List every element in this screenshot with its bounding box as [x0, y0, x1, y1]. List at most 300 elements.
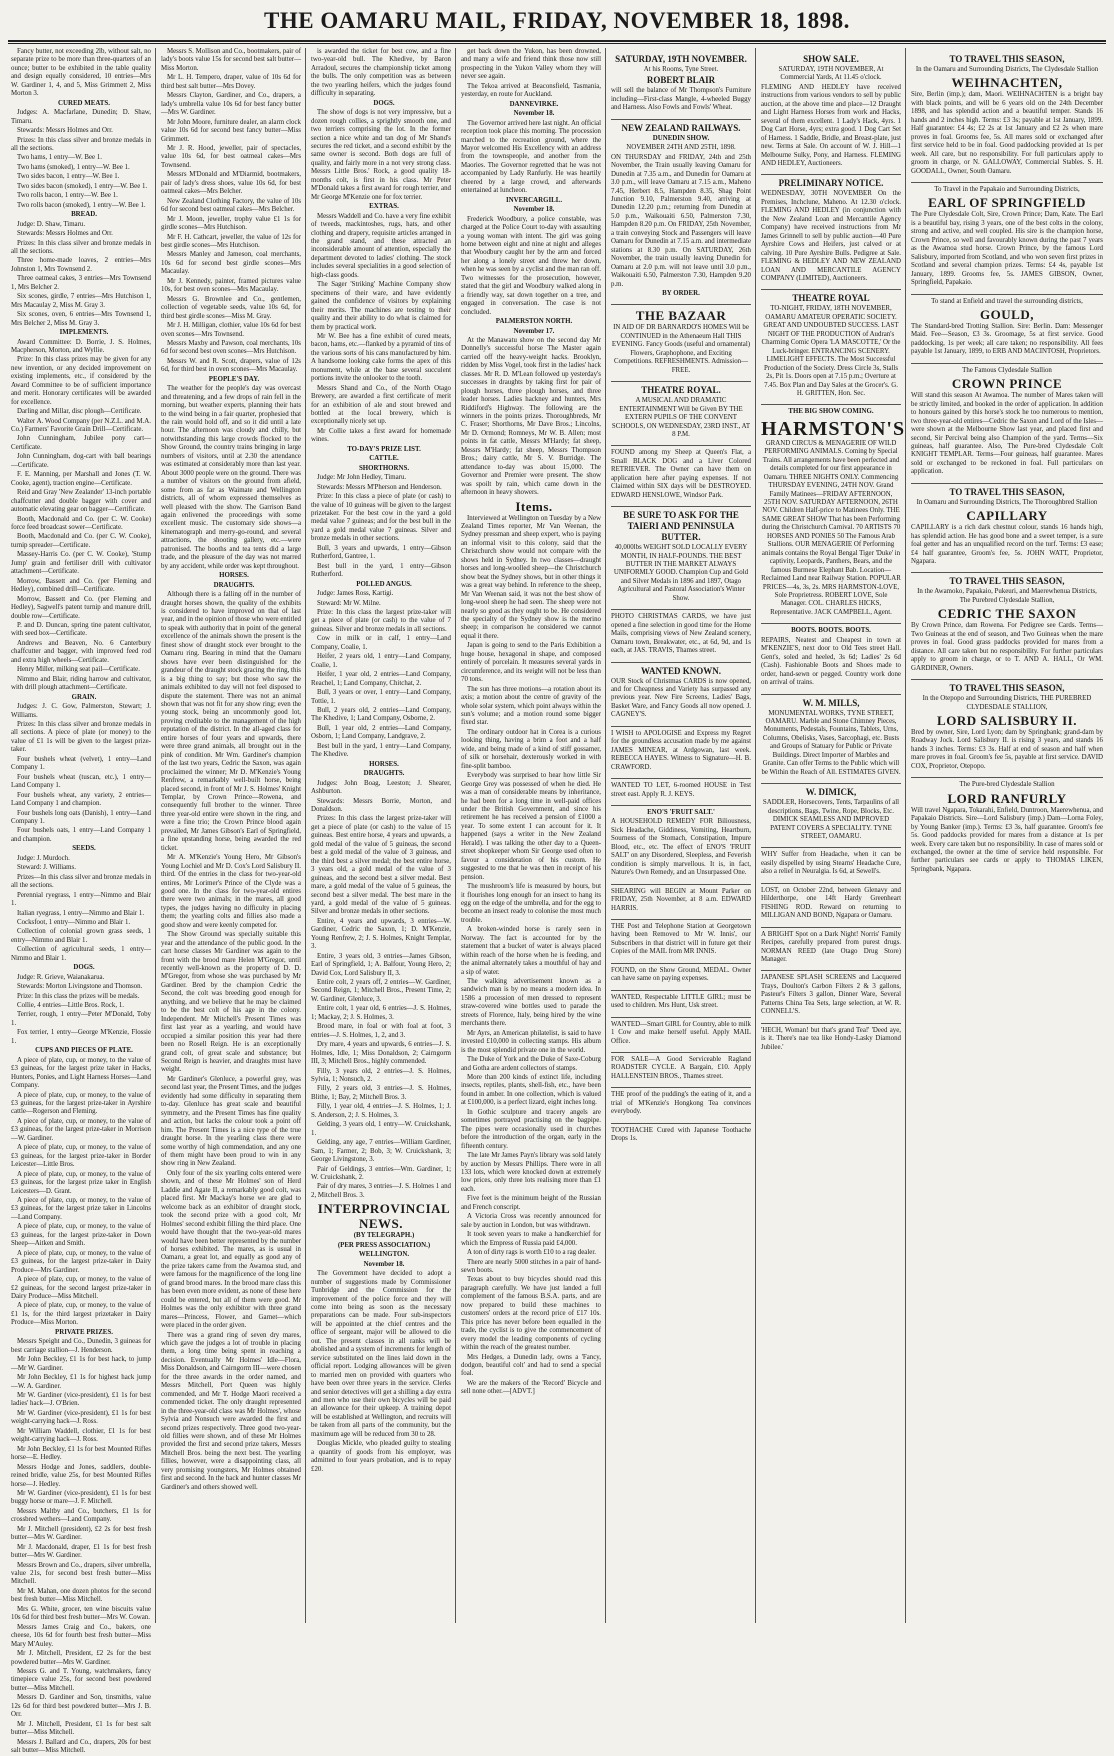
ad-subheading: At his Rooms, Tyne Street.: [643, 66, 719, 73]
article-paragraph: The Duke of York and the Duke of Saxe-Coburg and Gotha are ardent collectors of stamps.: [461, 1056, 601, 1072]
article-paragraph: Prizes: In this class silver and bronze medals in all the sections.: [11, 239, 151, 255]
ad-heading: THEATRE ROYAL: [792, 293, 870, 304]
ad-body: WEDNESDAY, 30TH NOVEMBER On the Premises, Inchclune, Maheno. At 12.30 o'clock. FLEMING AND HEDLEY (in conjunction with the New Zealand Loan and Mercantile Agency Company) have received instructions from Mr James Grinnell to sell by public auction—40 Pure Ayrshire Cows and Heifers, just calved or at calving. 10 Pure Ayrshire Bulls. Pedigree at Sale. FLEMING & HEDLEY AND NEW ZEALAND LOAN AND MERCANTILE AGENCY COMPANY (LIMITED), Auctioneers.: [761, 190, 901, 282]
ad-show-sale: [761, 51, 901, 171]
article-paragraph: Judges: John Boag, Leeston; J. Shearer, Ashburton.: [311, 779, 451, 796]
ad-body: MONUMENTAL WORKS, TYNE STREET, OAMARU. Marble and Stone Chimney Pieces, Monuments, Pedestals, Fountains, Tablets, Urns, Columns, Obelisks, Vases, Sarcophagi, etc. Busts and Groups of Statuary for Public or Private Buildings. Direct Importer of Marbles and Granite. Can offer Terms to the Public which will be Within the Reach of All. ESTIMATES GIVEN.: [761, 709, 901, 776]
ad-theatre-mascotte: [761, 289, 901, 401]
article-paragraph: Mr John Moore, furniture dealer, an alarm clock value 10s 6d for second best fancy butter—Miss Grimmett.: [161, 118, 301, 143]
ad-body: I WISH to APOLOGISE and Express my Regret for the groundless accusation made by me against JAMES MINEAR, at Ardgowan, last week. REBECCA HAYES. Witness to Signature—H. B. CRAWFORD.: [611, 729, 751, 771]
ad-toothache: [611, 1123, 751, 1147]
article-paragraph: Messrs Maltby and Co., butchers, £1 1s for crossbred wethers—Land Company.: [11, 1507, 151, 1524]
ad-wanted-girl: [611, 990, 751, 1014]
ad-name: GOULD,: [980, 306, 1034, 322]
article-paragraph: Four bushels wheat, any variety, 2 entries—Land Company 1 and champion.: [11, 791, 151, 808]
column-divider: [155, 48, 156, 1623]
article-paragraph: Judges: J. C. Gow, Palmerston, Stewart; J. Williams.: [11, 703, 151, 719]
ad-heading: SATURDAY, 19TH NOVEMBER.: [615, 54, 747, 64]
ad-body: FLEMING AND HEDLEY have received instructions from various vendors to sell by public auction, at the above time and place—12 Draught and Light Harness Horses from work and Hacks, several of them excellent. 1 Lady's Hack, 4yrs. 1 Dog Cart Horse, 4yrs; extra good. 1 Dog Cart Set of Harness. 1 Saddle, Bridle, and Breast-plate, just new. Terms at Sale. On account of W. J. Hill—1 Melbourne Sulky, Pony, and Harness. FLEMING AND HEDLEY, Auctioneers.: [761, 83, 901, 167]
article-paragraph: Mrs G. White, grocer, ten wine biscuits value 10s 6d for third best fresh butter—Mrs W. Cowan.: [11, 1605, 151, 1622]
article-paragraph: Two sides bacon (smoked), 1 entry—W. Bee 1.: [17, 182, 148, 190]
section-heading: PRIVATE PRIZES.: [55, 1328, 113, 1336]
masthead: THE OAMARU MAIL, FRIDAY, NOVEMBER 18, 1898.: [264, 8, 850, 33]
article-paragraph: Five feet is the minimum height of the Russian and French conscript.: [461, 1195, 601, 1211]
ad-heading: PRELIMINARY NOTICE.: [778, 178, 884, 189]
article-paragraph: Three oatmeal cakes, 3 entries—Mrs Townsend 1, Mrs Belcher 2.: [11, 275, 151, 291]
ad-body: The Standard-bred Trotting Stallion. Sire: Berlin. Dam: Messenger Maid. Fee—Season, £3 3s. Groomage, 5s at first service. Good paddocking, 1s per week; all care taken; no responsibility. All fees payable 1st January, 1899, to ERB AND MACINTOSH, Proprietors.: [911, 322, 1103, 356]
article-paragraph: Mr L. H. Tempero, draper, value of 10s 6d for third best salt butter—Mrs Dovey.: [161, 74, 301, 90]
article-paragraph: Collection of colonial grown grass seeds, 1 entry—Nimmo and Blair 1.: [11, 928, 151, 944]
article-paragraph: Judge: James Ross, Kartigi.: [317, 590, 394, 598]
article-paragraph: Judge: J. Murdoch.: [17, 854, 70, 862]
ad-body: 40,000lbs WEIGHT SOLD LOCALLY EVERY MONTH, IN HALF-POUNDS. THE BEST BUTTER IN THE MARKET ALWAYS UNIFORMLY GOOD. Champion Cup and Gold and Silver Medals in 1896 and 1897, Otago Agricultural and Pastoral Association's Winter Show.: [613, 544, 749, 602]
ad-body: FOUND among my Sheep at Queen's Flat, a Small BLACK DOG and a Liver Colored RETRIEVER. The Owner can have them on application here after paying expenses. If not Claimed within SIX days will be DESTROYED. EDWARD HENSLOWE, Windsor Park.: [611, 449, 751, 499]
article-paragraph: A piece of plate, cup, or money, to the value of £3 guineas, for the largest prize taker in Hacks, Hunters, Ponies, and Light Harness Horses—Land Company.: [11, 1056, 151, 1090]
article-paragraph: Bull, 3 years and upwards, 1 entry—Gibson Rutherford, Gantree, 1.: [311, 544, 451, 561]
ad-blair-sale: [611, 51, 751, 116]
article-paragraph: A piece of plate, cup, or money, to the value of £3 guineas, for the largest prize taker in English Leicesters—D. Grant.: [11, 1170, 151, 1195]
ad-body: Will travel Ngapara, Tokarahi, Enfield, Duntroon, Maerewhenua, and Papakaio Districts. Sire—Lord Salisbury (imp.) Dam—Lorna Foley, by Young Banker (imp.). Terms: £3 3s, half guarantee. Groom's fee 5s. Good paddocks provided for mares from a distance at 1s per week. Every care taken but no responsibility. In case of mares sold or exchanged, the owner at the time of service held responsible. For further particulars see cards or apply to THOMAS LIKEN, Springbank, Ngapara.: [911, 806, 1103, 873]
ad-name: ROBERT BLAIR: [646, 75, 716, 86]
ad-body: ON THURSDAY and FRIDAY, 24th and 25th November, the Train usually leaving Oamaru for Dunedin at 7.35 a.m., and Dunedin for Oamaru at 3.0 p.m., will leave Oamaru at 7.15 a.m., Maheno 7.45, Herbert 8.5, Hampden 8.35, Shag Point Junction 9.10, Palmerston 9.40, arriving at Dunedin 12.20 p.m.; returning from Dunedin at 5.0 p.m., Waikouaiti 6.50, Palmerston 7.30, Hampden 8.20 p.m. On FRIDAY, 25th November, a train conveying Stock and Passengers will leave Oamaru for Dunedin at 7.15 a.m. and intermediate stations at 8.30 p.m. On SATURDAY, 26th November, the train usually leaving Dunedin for Oamaru at 2.0 p.m. will not leave until 3.0 p.m., Waikouaiti 6.50, Palmerston 7.30, Hampden 9.20 p.m.: [611, 153, 751, 288]
ad-subheading: DUNEDIN SHOW.: [652, 134, 710, 142]
ad-heading: NEW ZEALAND RAILWAYS.: [621, 122, 741, 133]
article-paragraph: A piece of plate, cup, or money, to the value of £3 guineas, for the largest prize taker in Lincolns—Land Company.: [11, 1197, 151, 1221]
article-paragraph: Stewards: Messrs M'Pherson and Henderson.: [317, 483, 442, 491]
article-paragraph: Dry mare, 4 years and upwards, 6 entries—J. S. Holmes, Idle, 1; Miss Donaldson, 2; Cairngorm III, 3; Mitchell Bros., highly commended.: [311, 1041, 451, 1066]
article-paragraph: Brood mare, in foal or with foal at foot, 3 entries—J. S. Holmes, 1, 2, and 3.: [311, 1023, 451, 1039]
article-paragraph: Reid and Gray 'New Zealander' 13-inch portable chaffcutter and double bagger with cover and automatic elevating gear on bagger—Certificate.: [11, 489, 151, 514]
section-heading: GRAIN.: [71, 693, 97, 701]
article-paragraph: Pair of Geldings, 3 entries—Wm. Gardiner, 1; W. Cruickshank, 2.: [311, 1165, 451, 1181]
section-heading: EXTRAS.: [369, 203, 399, 211]
column-divider: [605, 48, 606, 1623]
ad-headache: [761, 847, 901, 879]
section-heading: DOGS.: [73, 964, 95, 972]
section-heading: PALMERSTON NORTH.: [495, 318, 573, 326]
article-paragraph: Messrs Hodge and Jones, saddlers, double-reined bridle, value 25s, for best Mounted Rifles horse—J. Hedley.: [11, 1463, 151, 1488]
ad-theatre-convent: [611, 381, 751, 442]
article-paragraph: Two sides bacon, 1 entry—W. Bee 1.: [17, 173, 120, 181]
article-paragraph: Booth, Macdonald and Co. (per C. W. Cooke), turnip spreader—Certificate.: [11, 533, 151, 549]
article-paragraph: At the Manawatu show on the second day Mr Donnelly's successful horse The Master again carried off the heavy-weight hacks. Brooklyn, ridden by Miss Vogel, took first in the ladies' hack classes. Mr R. D. M'Lean followed up yesterday's successes in draughts by taking first for pair of plough horses, three plough horses, and three leader horses. Ladies hackney and hunters, Mrs Riddiford's Highway. The following are the winners in the points prizes. Thoroughbreds, Mr C. Fraser; Shorthorns, Mr Dave Bros.; Lincolns, Mr D. Ormond; Romneys, Mr W. B. Allen; most points in fat cattle, Messrs M'Hardy; fat sheep, Messrs M'Hardy; fat sheep, Messrs Thompson Bros.; dairy cattle, Mr S. V. Burridge. The attendance to-day was about 15,000. The Governor and Premier were present. The show was spoilt by rain, which came down in the afternoon in heavy showers.: [461, 336, 601, 497]
article-paragraph: Morrow, Bassett and Co. (per Fleming and Hedley), combined drill—Certificate.: [11, 577, 151, 594]
ad-heading: THEATRE ROYAL.: [641, 385, 721, 396]
ad-tea: [611, 1087, 751, 1119]
ad-boots: [761, 623, 901, 690]
article-paragraph: Three home-made loaves, 2 entries—Mrs Johnston 1, Mrs Townsend 2.: [11, 257, 151, 273]
article-paragraph: Mr J. Macdonald, draper, £1 1s for best fresh butter—Mrs W. Gardiner.: [11, 1543, 151, 1560]
ad-bright-spot: [761, 927, 901, 968]
ad-body: SHEARING will BEGIN at Mount Parker on FRIDAY, 25th November, at 8 a.m. EDWARD HARRIS.: [611, 887, 751, 912]
column-7: [908, 48, 1106, 1623]
article-paragraph: Gelding, 3 years old, 1 entry—W. Cruickshank, 1.: [311, 1121, 451, 1137]
ad-preliminary-notice: [761, 174, 901, 286]
ad-bazaar: [611, 304, 751, 378]
article-paragraph: Mr Ayrs, an American philatelist, is said to have invested £10,000 in collecting stamps. His album is the most splendid private one in the world.: [461, 1029, 601, 1054]
article-paragraph: The show of dogs is not very impressive, but a dozen rough collies, a sprightly smooth one, and two terriers comprising the lot. In the former section a nice white and tan dog of Mr Shand's secures the red ticket, and a second exhibit by the same owner is second. Both dogs are full of quality, and fairly more in a not very strong class. Messrs Little Bros.' Rock, a good quality 18-months colt, is first in his class. Mr Peter M'Donald takes a first award for rough terrier, and Mr George M'Kenzie one for fox terrier.: [311, 109, 451, 201]
article-paragraph: The Tekoa arrived at Beaconsfield, Tasmania, yesterday, en route for Auckland.: [461, 82, 601, 99]
article-paragraph: Bull, 2 years old, 2 entries—Land Company, The Khedive, 1; Land Company, Osborne, 2.: [311, 706, 451, 723]
ad-earl-springfield: [911, 182, 1103, 291]
article-paragraph: Entire, 4 years and upwards, 3 entries—W. Gardiner, Cedric the Saxon, 1; D. M'Kenzie, Young Renfrew, 2; J. S. Holmes, Knight Templar, 3.: [311, 917, 451, 951]
section-heading: (BY TELEGRAPH.): [353, 1232, 415, 1240]
article-paragraph: The late Mr James Payn's library was sold lately by auction by Messrs Phillips. There were in all 133 lots, which were knocked down at extremely low prices, only three lots realising more than £1 each.: [461, 1152, 601, 1193]
section-heading: TO-DAY'S PRIZE LIST.: [347, 445, 421, 453]
ad-heading: The Famous Clydesdale Stallion: [962, 366, 1052, 374]
article-paragraph: Mr J. Kennedy, painter, framed pictures value 10s, for best oven scones—Mrs Macaulay.: [161, 277, 301, 294]
masthead-rule-thin: [8, 43, 1106, 44]
article-paragraph: Six scones, girdle, 7 entries—Mrs Hutchison 1, Mrs Macaulay 2, Miss M. Gray 3.: [11, 293, 151, 309]
ad-name: EARL OF SPRINGFIELD: [928, 195, 1086, 211]
section-heading: DOGS.: [373, 99, 395, 107]
article-paragraph: Best bull in the yard, 1 entry—Gibson Rutherford.: [311, 562, 451, 579]
article-paragraph: Andrews and Beaven, No. 6 Canterbury chaffcutter and bagger, with improved feed rod and extra high wheels—Certificate.: [11, 639, 151, 664]
ad-lord-salisbury: [911, 679, 1103, 774]
article-paragraph: Prizes: In this class the largest prize-taker will get a piece of plate (or cash) to the value of 15 guineas. Best entire horse, 4 years and upwards, a gold medal of the value of 5 guineas, the second best a gold medal of the value of 3 guineas, and the third best a silver medal; the best entire horse, 3 years old, a gold medal of the value of 3 guineas, and the second best a silver medal. Best mare, a gold medal of the value of 5 guineas, the second best a silver medal. The best mare in the yard, a gold medal of the value of 5 guineas. Silver and bronze medals in other sections.: [311, 815, 451, 916]
section-heading: DANNEVIRKE.: [509, 100, 559, 108]
section-heading: November 18.: [513, 110, 555, 118]
ad-heading: W. M. MILLS,: [802, 697, 860, 708]
ad-crown-prince: [911, 363, 1103, 480]
article-paragraph: Messrs W. and R. Scott, drapers, value of 12s 6d, for third best in oven scones—Mrs Macaulay.: [161, 357, 301, 374]
section-heading: CATTLE.: [369, 455, 399, 463]
ad-apology: [611, 726, 751, 775]
article-paragraph: Entire, 3 years old, 3 entries—James Gibson, Earl of Springfield, 1; A. Balfour, Young Hero, 2; David Cox, Lord Salisbury II, 3.: [311, 952, 451, 977]
ad-body: WANTED, Respectable LITTLE GIRL; must be used to children. Mrs Hunt, Usk street.: [611, 993, 751, 1010]
column-3: [308, 48, 454, 1623]
article-paragraph: John Cunningham, dog-cart with ball bearings—Certificate.: [11, 453, 151, 469]
ad-heading: TO TRAVEL THIS SEASON,: [949, 683, 1065, 694]
section-heading: HORSES.: [219, 572, 249, 580]
article-paragraph: A piece of plate, cup, or money, to the value of £3 guineas, for the largest prize-taker in Down Sheep—Aitken and Smith.: [11, 1223, 151, 1248]
article-paragraph: Stewards: Messrs Holmes and Orr.: [17, 127, 113, 135]
article-paragraph: Messrs M'Donald and M'Diarmid, bootmakers, pair of lady's dress shoes, value 10s 6d, for best oatmeal cakes—Mrs Belcher.: [161, 171, 301, 196]
article-paragraph: Prizes: In this class silver and bronze medals in all sections. A piece of plate (or money) to the value of £1 1s will be given to the largest prize-taker.: [11, 720, 151, 754]
ad-body: By Crown Prince, dam Rowena. For Pedigree see Cards. Terms—Two Guineas at the end of season, and Two Guineas when the mare proves in foal. Good grass paddocks provided for mares from a distance. All care taken but no responsibility. For further particulars apply to groom in charge, or to T. AND A. HALL, Or WM. GARDINER, Owners.: [911, 622, 1103, 672]
column-divider: [305, 48, 306, 1623]
article-paragraph: Interviewed at Wellington on Tuesday by a New Zealand Times reporter, Mr Van Weenan, the Sydney pressman and sheep expert, who is paying an informal visit to this colony, said that the Christchurch show would not compare with the shows held in Sydney. In two classes—draught horses and long-woolled sheep—the Christchurch show beat the Sydney shows, but in other things it was a great way behind. In reference to the sheep, Mr Van Weenan said, it was not the best show of long-wool sheep he had seen. The sheep were not nearly so good as they ought to be. He considered the specialty of the Sydney show is the merino sheep; in comparison he considered we cannot equal it there.: [461, 514, 601, 640]
article-paragraph: Mr W. Gardiner (vice-president), £1 1s for best ladies' hack—J. O'Brien.: [11, 1391, 151, 1408]
article-paragraph: Terrier, rough, 1 entry—Peter M'Donald, Toby 1.: [11, 1011, 151, 1027]
ad-heading: THE BIG SHOW COMING.: [788, 408, 874, 416]
ad-heading: BE SURE TO ASK FOR THE TAIERI AND PENINSULA BUTTER.: [623, 510, 739, 543]
section-heading: POLLED ANGUS.: [356, 580, 412, 588]
article-paragraph: Fox terrier, 1 entry—George M'Kenzie, Flossie 1.: [11, 1029, 151, 1045]
article-paragraph: Mr F. H. Cathcart, jeweller, the value of 12s for best girdle scones—Mrs Hutchison.: [161, 233, 301, 249]
article-paragraph: The mushroom's life is measured by hours, but it flourishes long enough for an insect to hang its egg on the edge of the umbrella, and for the egg to become an insect ready to colonise the most much trouble.: [461, 883, 601, 924]
ad-harmston-title: HARMSTON'S: [761, 417, 906, 440]
ad-name: LORD SALISBURY II.: [937, 713, 1077, 729]
article-paragraph: Prize: In this class the prizes will be medals.: [17, 992, 140, 1000]
ad-body: SADDLER, Horsecovers, Tents, Tarpaulins of all descriptions, Bags, Twine, Rope, Blocks, Etc. DIMICK SEAMLESS AND IMPROVED PATENT COVERS A SPECIALITY. TYNE STREET, OAMARU.: [762, 799, 900, 840]
ad-lord-ranfurly: [911, 777, 1103, 877]
article-paragraph: Messrs Maxby and Pawson, coal merchants, 10s 6d for second best oven scones—Mrs Hutchison.: [161, 339, 301, 356]
article-paragraph: Mr William Waddell, clothier, £1 1s for best weight-carrying hack—J. Ross.: [11, 1427, 151, 1444]
section-heading: Items.: [515, 498, 553, 514]
article-paragraph: The weather for the people's day was overcast and threatening, and a few drops of rain fell in the morning, but weather experts, planning their hats to the wind being in a fair quarter, prophesied that the rain would hold off, and so it did until a late hour. The afternoon was cloudy and chilly, but notwithstanding this large crowds flocked to the Show Ground, the country trains bringing in large numbers of visitors, until at 2.30 the attendance was estimated at considerably more than last year. About 3000 people were on the ground. There was a number of visitors on the ground from afield, some from as far as Waimate and Wellington districts, all of whom expressed themselves as well pleased with the show. The Garrison Band again enlivened the proceedings with some excellent music. The customary side shows—a kinematograph and merry-go-round, and several attractions, the shooting gallery, etc.—were patronised. The booths and tea tents did a large trade, and the pleasure of the day was not marred by any accident, while order was kept throughout.: [161, 385, 301, 570]
ad-body: THE proof of the pudding's the eating of it, and a trial of M'Kenzie's Hongkong Tea convinces everybody.: [611, 1091, 751, 1116]
ad-body: Will stand this season At Awamoa. The number of Mares taken will be strictly limited, and booked in the order of application. In addition to honours gained by this horse's stock he too numerous to mention, two three-year-old entires—Cedric the Saxon and Lord of the Isles—were shown at the Melbourne Show last year, and placed first and second, Sir Percival being also Champion of the yard. Terms—Six guineas, half guarantee. Also, The Pure-bred Clydesdale Colt KNIGHT TEMPLAR. Terms—Four guineas, half guarantee. Mares sold or exchanged to be reckoned in foal. Full particulars on application.: [911, 392, 1103, 476]
article-paragraph: Perennial ryegrass, 1 entry—Nimmo and Blair 1.: [11, 891, 151, 908]
article-paragraph: Mr W. Gardiner (vice-president), £1 1s for best buggy horse or mare—J. F. Mitchell.: [11, 1489, 151, 1506]
ad-body: A BRIGHT Spot on a Dark Night! Norris' Family Recipes, carefully prepared from purest drugs. NORMAN REED (late Otago Drug Store) Manager.: [761, 930, 901, 963]
article-paragraph: Prize: In this class prizes may be given for any new invention, or any decided improvement on existing implements, etc., if considered by the Award Committee to be of sufficient importance and merit. Honorary certificates will be awarded for excellence.: [11, 356, 151, 406]
article-paragraph: Japan is going to send to the Paris Exhibition a huge house, hexagonal in shape, and composed entirely of porcelain. It measures several yards in circumference, and its weight will not be less than 70 tons.: [461, 642, 601, 684]
column-divider: [905, 48, 906, 1623]
article-paragraph: Nimmo and Blair, riding harrow and cultivator, with drill plough attachment—Certificate.: [11, 675, 151, 692]
article-paragraph: Mrs Hedges, a Dunedin lady, owns a 'Fancy, dodgon, beautiful colt' and had to send a special foal.: [461, 1353, 601, 1378]
ad-subheading: In Oamaru and Surrounding Districts, The Thoroughbred Stallion: [916, 498, 1098, 506]
article-paragraph: A piece of plate, cup, or money, to the value of £1 1s, for the third largest prizetaker in Dairy Produce—Miss Morton.: [11, 1302, 151, 1327]
ad-capillary: [911, 483, 1103, 570]
ad-gould: [911, 294, 1103, 360]
section-heading: WELLINGTON.: [358, 1251, 410, 1259]
ad-body: A MUSICAL AND DRAMATIC ENTERTAINMENT Will be Given BY THE EXTERN PUPILS OF THE CONVENT SCHOOLS, ON WEDNESDAY, 23RD INST., AT 8 P.M.: [611, 397, 751, 438]
ad-body: The Pure Clydesdale Colt, Sire, Crown Prince; Dam, Kate. The Earl is a beautiful bay, rising 3 years, one of the best colts in the colony, strong and active, and well coupled. His sire is the champion horse, Crown Prince, so well and favourably known during the past 7 years as the Awamoa stud horse. Crown Prince, by the famous Lord Salisbury, imported from Scotland, and who won seven first prizes in Scotland and several champion prizes. Terms: £4 4s, payable 1st January, 1899. Grooms fee, 5s. JAMES GIBSON, Owner, Springfield, Papakaio.: [911, 211, 1103, 287]
article-paragraph: Judge: Mr John Hedley, Timaru.: [317, 474, 407, 482]
ad-subheading: In the Otepopo and Surrounding Districts, THE PUREBRED CLYDESDALE STALLION,: [922, 695, 1092, 711]
article-paragraph: The Sager 'Striking' Machine Company show specimens of their ware, and have evidently gained the confidence of visitors by explaining their merits. The machines are testing to their quality and their ability to do what is claimed for them by practical work.: [311, 281, 451, 331]
article-paragraph: Two rolls bacon (smoked), 1 entry—W. Bee 1.: [17, 201, 146, 209]
ad-body: A HOUSEHOLD REMEDY FOR Biliousness, Sick Headache, Giddiness, Vomiting, Heartburn, Sourness of the Stomach, Constipation, Impure Blood, etc., etc. The effect of ENO'S 'FRUIT SALT' on any Disordered, Sleepless, and Feverish condition is simply marvellous. It is, in fact, Nature's Own Remedy, and an Unsurpassed One.: [611, 818, 751, 877]
article-paragraph: Henry Miller, milking seat pail—Certificate.: [17, 666, 140, 674]
section-heading: INTERPROVINCIAL NEWS.: [317, 1201, 451, 1232]
article-paragraph: Morrow, Bassett and Co. (per Fleming and Hedley), Sagwell's patent turnip and manure drill, double row—Certificate.: [11, 595, 151, 620]
article-paragraph: Steward: J. Williams.: [17, 864, 76, 872]
article-paragraph: The Government have decided to adopt a number of suggestions made by Commissioner Tunbridge and the Commission for the improvement of the police force and they will come into being as soon as the necessary preparations can be made. Four sub-inspectors will be appointed at the chief centres and the office of sergeant, major will be allowed to die out. The present classes in all ranks will be abolished and a system of increments for length of service substituted on the lines laid down in the official report. Lodging allowances will be given to married men on provided with quarters who have been over three years in the service. Clerks and senior detectives will get a shilling a day extra and men who use their own bicycles will be paid an allowance for their upkeep. A training depot will be established at Wellington, and recruits will be taken from all parts of the community, but the maximum age will be reduced from 30 to 28.: [311, 1270, 451, 1438]
article-paragraph: Best bull in the yard, 1 entry—Land Company, The Khedive.: [311, 742, 451, 759]
article-paragraph: Mr Collie takes a first award for homemade wines.: [311, 427, 451, 444]
ad-lost-rod: [761, 883, 901, 924]
article-paragraph: Prize: In this class the largest prize-taker will get a piece of plate (or cash) to the value of 7 guineas. Silver and bronze medals in all sections.: [311, 609, 451, 633]
article-paragraph: There are nearly 5000 stitches in a pair of hand-sewn boots.: [461, 1258, 601, 1274]
ad-wanted-let: [611, 778, 751, 802]
article-paragraph: A Victoria Cross was recently announced for sale by auction in London, but was withdrawn.: [461, 1213, 601, 1229]
ad-body: Bred by owner, Sire, Lord Lyon; dam by Springbank; grand-dam by Roadway Jock. Lord Salisbury II. is rising 3 years, and stands 16 hands 3 inches. Terms: £3 3s. Half at end of season and half when mare proves in foal. Groom's fee 5s, payable at first service. DAVID COX, Proprietor, Otepopo.: [911, 729, 1103, 770]
article-paragraph: Messrs D. Gardiner and Son, tinsmiths, value 12s 6d for third best powdered butter—Mrs J. B. Orr.: [11, 1694, 151, 1719]
article-paragraph: There was a grand ring of seven dry mares, which gave the judges a lot of trouble in placing them, a long time being spent in reaching a decision. Eventually Mr Holmes' Idle—Flora, Miss Donaldson, and Cairngorm III—were chosen for the three awards in the order named, and Messrs Mitchell, Port Queen was highly commended, and Mr T. Hodge Maori received a commended ticket. The only draught represented in the three-year-old class was Mr Holmes', whose Sylvia and Nonsuch were awarded the first and second prizes respectively. Three good two-year-old fillies were shown, and of these Mr Holmes provided the first and second prize takers, Messrs Mitchell Bros. being the next best. The yearling fillies, however, were a disappointing class, all very promising youngsters, Mr Holmes obtained first and second. In the hack and hunter classes Mr Gardiner's and others showed well.: [161, 1331, 301, 1491]
section-heading: DRAUGHTS.: [363, 770, 405, 778]
ad-subheading: In the Awamoko, Papakaio, Pukeuri, and Maerewhenua Districts, The Purebred Clydesdale Stallion,: [917, 588, 1097, 604]
ad-body: CAPILLARY is a rich dark chestnut colour, stands 16 hands high, has splendid action. He has good bone and a sweet temper, is a sure foal getter and has an unqualified record on the turf. Terms: £3 ease; £4 half guarantee, Groom's fee, 5s. JOHN WATT, Proprietor, Ngapara.: [911, 524, 1103, 566]
article-paragraph: Messrs S. Mollison and Co., bootmakers, pair of lady's boots value 15s for second best salt butter—Miss Morton.: [161, 48, 301, 72]
article-paragraph: Texas about to buy bicycles should read this paragraph carefully. We have just landed a full complement of the famous B.S.A. parts, and are now prepared to build these machines to customers' orders at the record price of £17 10s. This price has never before been equalled in the trade, the cyclist is to give the commencement of every model the leading components of cycling within the reach of the greatest number.: [461, 1276, 601, 1352]
ad-for-sale-cycle: [611, 1052, 751, 1084]
section-heading: HORSES.: [369, 760, 399, 768]
article-paragraph: A piece of plate, cup, or money, to the value of £3 guineas, for the largest prize-taker in Morrison—W. Gardiner.: [11, 1117, 151, 1142]
article-paragraph: Mr M. Mahan, one dozen photos for the second best fresh butter—Miss Mitchell.: [11, 1587, 151, 1604]
ad-heading: To stand at Enfield and travel the surrounding districts,: [931, 297, 1083, 305]
ad-heading: SHOW SALE.: [803, 54, 859, 64]
article-paragraph: A piece of plate, cup, or money, to the value of £3 guineas, for the largest prize-taker in Border Leicester—Little Bros.: [11, 1144, 151, 1169]
article-paragraph: Messrs Manley and Jameson, coal merchants, 10s 6d for second best girdle scones—Mrs Macaulay.: [161, 251, 301, 276]
column-5: [608, 48, 754, 1623]
article-paragraph: Heifer, 1 year old, 2 entries—Land Company, Reachel, 1; Land Company, Chitchat, 2.: [311, 671, 451, 687]
ad-body: LOST, on October 22nd, between Glenavy and Hilderthorpe, one 14ft Hardy Greenheart FISHING ROD. Reward on returning to MILLIGAN AND BOND, Ngapara or Oamaru.: [761, 886, 901, 920]
article-paragraph: Two rolls bacon, 1 entry—W. Bee 1.: [17, 192, 118, 200]
ad-body: Sire, Berlin (imp.); dam, Maori. WEIHNACHTEN is a bright bay with black points, and will be 6 years old on the 24th December 1898, and has splendid action and a beautiful temper. Stands 16 hands and 2 inches high. Terms: £3 3s; payable at 1st January, 1899. Half guarantee: £4 4s; £2 2s at 1st January and £2 2s when mare proves in foal. Grooms fee, 5s. All mares sold or exchanged after first service held to be in foal. Good paddocking provided at 1s per week. All care, but no responsibility. For full particulars apply to groom in charge, or N. GALLOWAY, Commercial Stables. S. H. GOODALL, Owner, South Oamaru.: [911, 91, 1103, 175]
section-heading: SHORTHORNS.: [358, 464, 410, 472]
article-paragraph: Bull, 1 year old, 2 entries—Land Company, Osborn, 1; Land Company, Landgrave, 2.: [311, 724, 451, 741]
article-paragraph: Messrs G. Brownlee and Co., gentlemen, collection of vegetable seeds, value 10s 6d, for third best girdle scones—Miss M. Gray.: [161, 295, 301, 320]
ad-hech-tea: [761, 1023, 901, 1055]
article-paragraph: A broken-winded horse is rarely seen in Norway. The fact is accounted for by the statement that a bucket of water is always placed within reach of the horse when he is feeding, and the animal alternately takes a mouthful of hay and a sip of water.: [461, 926, 601, 976]
article-paragraph: get back down the Yukon, has been drowned, and many a wife and friend think those now still prospecting in the Yukon Valley whom they will never see again.: [461, 48, 601, 81]
ad-heading: TO TRAVEL THIS SEASON,: [949, 54, 1065, 64]
section-heading: November 18.: [513, 206, 555, 214]
article-paragraph: Four bushels long oats (Danish), 1 entry—Land Company 1.: [11, 809, 151, 825]
article-paragraph: Messrs James Craig and Co., bakers, one cheese, 10s 6d for fourth best fresh butter—Miss Mary M'Auley.: [11, 1623, 151, 1648]
article-paragraph: Messrs Shand and Co., of the North Otago Brewery, are awarded a first certificate of merit for an exhibition of ale and stout brewed and bottled at the local brewery, which is exceptionally nicely set up.: [311, 384, 451, 426]
article-paragraph: Filly, 1 year old, 4 entries—J. S. Holmes, 1; J. S. Anderson, 2; J. S. Holmes, 3.: [311, 1103, 451, 1119]
ad-signoff: BY ORDER.: [662, 289, 700, 297]
ad-heading: To Travel in the Papakaio and Surrounding Districts,: [934, 185, 1080, 193]
article-paragraph: Pair of dry mares, 3 entries—J. S. Holmes 1 and 2, Mitchell Bros. 3.: [311, 1183, 451, 1199]
ad-taieri-butter: [611, 506, 751, 606]
section-heading: CURED MEATS.: [58, 99, 110, 107]
article-paragraph: Prize: In this class a piece of plate (or cash) to the value of 10 guineas will be given to the largest prizetaker. For the best cow in the yard a gold medal value 7 guineas; and for the best bull in the yard a gold medal value 7 guineas. Silver and bronze medals in other sections.: [311, 493, 451, 543]
article-paragraph: Messrs J. Ballard and Co., drapers, 20s for best salt butter—Miss Mitchell.: [11, 1738, 151, 1755]
article-paragraph: Mr J. Moon, jeweller, trophy value £1 1s for girdle scones—Mrs Hutchison.: [161, 215, 301, 232]
ad-heading: The Pure-bred Clydesdale Stallion: [959, 781, 1055, 789]
ad-body: WHY Suffer from Headache, when it can be easily dispelled by using Stearns' Headache Cure, also a relief in Neuralgia. Is 6d, at Sewell's.: [761, 851, 901, 876]
ad-cedric-saxon: [911, 572, 1103, 676]
ad-heading: BOOTS. BOOTS. BOOTS.: [791, 627, 871, 635]
ad-railways: [611, 119, 751, 302]
ad-found-medal: [611, 963, 751, 987]
ad-wanted-known: [611, 662, 751, 723]
article-paragraph: Entire colt, 1 year old, 6 entries—J. S. Holmes, 1; Mackay, 2; J. S. Holmes, 3.: [311, 1005, 451, 1021]
section-heading: BREAD.: [71, 211, 97, 219]
ad-body: TOOTHACHE Cured with Japanese Toothache Drops 1s.: [611, 1126, 751, 1143]
masthead-rule: [8, 40, 1106, 42]
section-heading: DRAUGHTS.: [213, 581, 255, 589]
article-paragraph: Stewards: Messrs Holmes and Orr.: [17, 230, 113, 238]
article-paragraph: Filly, 3 years old, 2 entries—J. S. Holmes, Sylvia, 1; Nonsuch, 2.: [311, 1067, 451, 1084]
ad-body: OUR Stock of Christmas CARDS is now opened, and for Cheapness and Variety has surpassed any previous year. New Fire Screens, Ladies' Bags, Basket Ware, and Fancy Goods all now opened. J. CAGNEY'S.: [611, 677, 751, 719]
article-paragraph: Mr W. Gardiner (vice-president), £1 1s for best weight-carrying hack—J. Ross.: [11, 1409, 151, 1426]
article-paragraph: Prizes: In this class silver and bronze medals in all the sections.: [11, 136, 151, 152]
article-paragraph: Messrs Speight and Co., Dunedin, 3 guineas for best carriage stallion—J. Henderson.: [11, 1338, 151, 1354]
ad-heading: TO TRAVEL THIS SEASON,: [949, 576, 1065, 587]
article-paragraph: Messrs Waddell and Co. have a very fine exhibit of tweeds, mackintoshes, rugs, hats, and other clothing and drapery, requisite articles arranged in the grand stand, and these attracted an inconsiderable amount of attention, especially the department devoted to ladies' clothing. The stock includes several specialities in a good selection of high-class goods.: [311, 212, 451, 279]
ad-subheading: In the Oamaru and Surrounding Districts, The Clydesdale Stallion: [915, 66, 1099, 73]
article-paragraph: John Cunningham, Jubilee pony cart—Certificate.: [11, 435, 151, 451]
section-heading: CUPS AND PIECES OF PLATE.: [35, 1047, 133, 1055]
section-heading: INVERCARGILL.: [505, 196, 563, 204]
column-divider: [755, 48, 756, 1623]
article-paragraph: Fancy butter, not exceeding 2lb, without salt, no separate prize to be more than three-quarters of an ounce; butter to be exhibited in the table quality and design equally considered, 10 entries—Mrs W. Gardiner 1, 4, and 5, Miss Grimmett 2, Miss Morton 3.: [11, 48, 151, 98]
ad-subheading: SATURDAY, 19TH NOVEMBER, At Commercial Yards, At 11.45 o'clock.: [778, 66, 884, 82]
article-paragraph: is awarded the ticket for best cow, and a fine two-year-old bull. The Khedive, by Baron Arradoul, secures the championship ticket among the bulls. The only competition was as between the two yearling heifers, which the judges found difficulty in separating.: [311, 48, 451, 98]
ad-name: LORD RANFURLY: [947, 790, 1067, 806]
article-paragraph: Prizes—In this class silver and bronze medals in all the sections.: [11, 873, 151, 890]
article-paragraph: Entire colt, 2 years off, 2 entries—W. Gardiner, Second Reign, 1; Mitchell Bros., Present Time, 2; W. Gardiner, Glenluce, 3.: [311, 979, 451, 1003]
ad-body: GRAND CIRCUS & MENAGERIE OF WILD PERFORMING ANIMALS. Coming by Special Trains. All arrangements have been perfected and details completed for our first appearance in Oamaru. THREE NIGHTS ONLY. Commencing THURSDAY EVENING, 24TH NOV. Grand Family Matinees—FRIDAY AFTERNOON, 25TH NOV. SATURDAY AFTERNOON, 26TH NOV. Children Half-price to Matinees Only. THE SAME GREAT SHOW That has been Performing during the Christchurch Carnival. 70 ARTISTS 70 HORSES AND PONIES 50 The Famous Arab Stallions. OUR MENAGERIE Of Performing animals contains the Royal Bengal Tiger 'Duke' in captivity, Leopards, Panthers, Bears, and the famous Burmese Elephant Bab. Location—Reclaimed Land near Railway Station. POPULAR PRICES—4s, 3s, 2s. MRS HARMSTON-LOVE, Sole Proprietress. ROBERT LOVE, Sole Manager. COL. CHARLES HICKS, Representative. JACK CAMPBELL, Agent.: [761, 439, 901, 616]
article-paragraph: Mr John Beckley, £1 1s for best hack, to jump—Mr W. Gardiner.: [11, 1356, 151, 1372]
article-paragraph: Judges: A. Macfarlane, Dunedin; D. Shaw, Timaru.: [11, 109, 151, 125]
article-paragraph: Stewards: Messrs Borrie, Morton, and Donaldson.: [311, 797, 451, 813]
article-paragraph: Collection of agricultural seeds, 1 entry—Nimmo and Blair 1.: [11, 946, 151, 962]
ad-heading: WANTED KNOWN.: [640, 665, 721, 676]
ad-body: FOR SALE—A Good Serviceable Ragland ROADSTER CYCLE. A Bargain, £10. Apply HALLENSTEIN BROS., Thames street.: [611, 1055, 751, 1080]
ad-heading: ENO'S 'FRUIT SALT.': [647, 809, 715, 816]
article-paragraph: Collie, 4 entries—Little Bros. Rock, 1.: [17, 1002, 124, 1010]
article-paragraph: Although there is a falling off in the number of draught horses shown, the quality of the exhibits is considered to have improved on that of last year, and in the opinion of those who were entitled to speak with authority that in point of the general excellence of the animals shown the present is the finest show of draught stock ever brought to the Oamaru ring. Bearing in mind that the Oamaru shows have ever been distinguished for the grandeur of the draught stock gracing the ring, this is a big thing to say; but those who saw the animals exhibited to day will not feel disposed to dispute the statement. There was not an animal shown that was not fit for any show ring; even the young stock, being an uncommonly good lot, proving creditable to the management of the high reputation of the district. In the all-aged class for entire horses of four years and upwards, there were three grand animals, all brought out in the pink of condition. Mr Wm. Gardiner's champion of the last two years, Cedric the Saxon, was again proclaimed the winner; Mr D. M'Kenzie's Young Renfrew, a remarkably well-built horse, being placed second, in front of Mr J. S. Holmes' Knight Templar, by Crown Prince—Rowena, and consequently full brother to the winner. Three three year-old entire were shown in the ring, and were a fine trio; the Crown Prince blood again prevailed, Mr James Gibson's Earl of Springfield, a fine upstanding horse, being awarded the red ticket.: [161, 591, 301, 852]
article-paragraph: A piece of plate, cup, or money, to the value of £3 guineas, for the largest prize-taker in Dairy Produce—Mrs Gardiner.: [11, 1249, 151, 1274]
ad-eno: [611, 805, 751, 881]
ad-dates: NOVEMBER 24TH AND 25TH, 1898.: [626, 144, 736, 152]
ad-body: JAPANESE SPLASH SCREENS and Lacquered Trays, Doulton's Carbon Filters 2 & 3 gallons, Pasteur's Filters 3 gallon, Dinner Ware, Several Patterns China Tea Sets, large selection, at W. R. CONNELL'S.: [761, 974, 901, 1016]
ad-name: CEDRIC THE SAXON: [937, 606, 1077, 622]
section-heading: (PER PRESS ASSOCIATION.): [337, 1241, 431, 1249]
article-paragraph: Four bushels oats, 1 entry—Land Company 1 and champion.: [11, 827, 151, 843]
ad-body: REPAIRS, Neatest and Cheapest in town at M'KENZIE'S, next door to Old Tees street Hall. Gent's, soled and heeled, 3s 6d; Ladies' 2s 6d (Cash). Fashionable Boots and Shoes made to order, hand-sewn or pegged. Country work done on arrival of trains.: [761, 636, 901, 687]
article-paragraph: Booth, Macdonald and Co. (per C. W. Cooke) force feed broadcast sower—Certificate.: [11, 515, 151, 532]
article-paragraph: Only four of the six yearling colts entered were shown, and of these Mr Holmes' son of Herd Laddie and Agate II, a remarkably good colt, was placed first. Mr Mackay's horse we are glad to welcome back as an exhibitor of draught stock, took the second prize with a good colt, Mr Holmes' second exhibit filling the third place. One would have thought that the two-year-old mares would have been better represented by the number of horses exhibited. The mares, as is usual in Oamaru, a great lot, and equally as good any of the prize takers came from the Awamoa stud, and were famous for the magnificence of the long line of grand brood mares. In the brood mare class this has been even more evident, as none of these here could be entered, but all of them were good. Mr Holmes was the only exhibitor with three grand mares—Princess, Flower, and Garnet—which were placed in the order given.: [161, 1169, 301, 1330]
article-paragraph: Gelding, any age, 7 entries—William Gardiner, Sam, 1; Farmer, 2; Bob, 3; W. Cruickshank, 3; George Livingstone, 3.: [311, 1139, 451, 1164]
article-paragraph: Heifer, 2 years old, 1 entry—Land Company, Coalie, 1.: [311, 653, 451, 669]
article-paragraph: New Zealand Clothing Factory, the value of 10s 6d for second best oatmeal cakes—Mrs Belcher.: [161, 197, 301, 214]
ad-heading: THE BAZAAR: [635, 308, 727, 324]
article-paragraph: Steward: Mr W. Milne.: [317, 599, 381, 607]
article-paragraph: Mr J. R. Hood, jeweller, pair of spectacles, value 10s 6d, for best oatmeal cakes—Mrs Townsend.: [161, 144, 301, 169]
article-paragraph: We are the makers of the 'Record' Bicycle and sell none other.—[ADVT.]: [461, 1379, 601, 1396]
ad-body: WANTED TO LET, 6-roomed HOUSE in Test street east. Apply R. J. KEYS.: [611, 782, 751, 798]
ad-name: CAPILLARY: [966, 508, 1048, 524]
article-paragraph: A piece of plate, cup, or money, to the value of £2 guineas, for the second largest prize-taker in Dairy Produce—Miss Mitchell.: [11, 1276, 151, 1300]
article-paragraph: Mr J. Mitchell, President, £1 1s for best salt butter—Miss Mitchell.: [11, 1720, 151, 1737]
ad-body: TO-NIGHT, FRIDAY, 18TH NOVEMBER, OAMARU AMATEUR OPERATIC SOCIETY. GREAT AND UNDOUBTED SUCCESS. LAST NIGHT OF THE PRODUCTION of Audran's Charming Comic Opera 'LA MASCOTTE,' Or the Luck-bringer. ENTRANCING SCENERY. LIMELIGHT EFFECTS. The Most Successful Production of the Society. Dress Circle 3s, Stalls 2s, Pit 1s. Doors open at 7.15 p.m.; Overture at 7.45. Box Plan and Day Sales at the Grocer's. G. H. GRITTEN, Hon. Sec.: [761, 305, 901, 397]
article-paragraph: Italian ryegrass, 1 entry—Nimmo and Blair 1.: [17, 909, 145, 917]
ad-photo-cards: [611, 609, 751, 658]
article-paragraph: Mr J. Mitchell, President, £2 2s for the best powdered butter—Mrs W. Gardiner.: [11, 1650, 151, 1666]
article-paragraph: The sun has three motions—a rotation about its axis; a motion about the centre of gravity of the whole solar system, which point always within the sun's volume; and a motion round some bigger fixed star.: [461, 685, 601, 727]
article-paragraph: Mr John Beckley, £1 1s for highest hack jump—W. A. Gardiner.: [11, 1374, 151, 1390]
column-2: [158, 48, 304, 1623]
ad-body: THE Post and Telephone Station at Georgetown having been Removed to Mr W. Innis', our Subscribers in that district will in future get their Copies of the MAIL from MR INNIS.: [611, 922, 751, 956]
article-paragraph: Mr W. Bee has a fine exhibit of cured meats, bacon, hams, etc.—flanked by a pyramid of tins of the various sorts of his cans manufactured by him. A handsome looking cake forms the apex of this monument, while at the base several succulent portions invite the onlooker to the tooth.: [311, 332, 451, 383]
article-paragraph: Everybody was surprised to hear how little Sir George Grey was possessed of when he died. He was a man of considerable means by inheritance, he had been for a long time in well-paid offices under the British Government, and since his retirement he has received a pension of £1000 a year. To some extent I can account for it. It happened (says a writer in the New Zealand Herald). I was talking the other day to a Queen-street shopkeeper whom Sir George used often to favour a consideration of his custom. He suggested to me that he was then in receipt of his pension.: [461, 772, 601, 881]
article-paragraph: Cow in milk or in calf, 1 entry—Land Company, Coalie, 1.: [311, 635, 451, 651]
section-heading: IMPLEMENTS.: [59, 329, 109, 337]
article-paragraph: P. and D. Duncan, spring tine patent cultivator, with seed box—Certificate.: [11, 622, 151, 638]
ad-dimick-saddler: [761, 783, 901, 844]
ad-harmston-circus: [761, 404, 906, 620]
article-paragraph: Two hams (smoked), 1 entry—W. Bee 1.: [17, 163, 130, 171]
article-paragraph: Frederick Woodbury, a police constable, was charged at the Police Court to-day with assaulting a young woman with intent. The girl was going home between eight and nine at night and alleges that Woodbury caught her by the arm and forced her along a lonely street and threw her down, when he was seen by a cyclist and the man ran off. Two witnesses for the prosecution, however, stated that the girl and Woodbury walked along in a friendly way, sat down together on a tree, and engaged in conversation. The case is not concluded.: [461, 215, 601, 316]
ad-post-station: [611, 919, 751, 960]
ad-name: CROWN PRINCE: [951, 376, 1063, 392]
column-4: [458, 48, 604, 1623]
article-paragraph: Judge: D. Shaw, Timaru.: [17, 220, 86, 228]
article-paragraph: The ordinary outdoor hat in Corea is a curious looking thing, having a brim a foot and a half wide, and being made of a kind of stiff gossamer, of silk or horsehair, dexterously worked in with fine-split bamboo.: [461, 728, 601, 770]
article-paragraph: Bull, 3 years or over, 1 entry—Land Company, Tottie, 1.: [311, 689, 451, 705]
section-heading: SEEDS.: [72, 845, 96, 853]
ad-body: IN AID OF DR BARNARDO'S HOMES Will be CONTINUED in the Athenaeum Hall THIS EVENING. Fancy Goods (useful and ornamental) Flowers, Graphophone, and Exciting Competitions. REFRESHMENTS. Admission—FREE.: [611, 324, 751, 374]
article-paragraph: Filly, 2 years old, 3 entries—J. S. Holmes, Blithe, 1; Bay, 2; Mitchell Bros. 3.: [311, 1085, 451, 1101]
article-paragraph: Messrs Clayton, Gardiner, and Co., drapers, a lady's umbrella value 10s 6d for best fancy butter—Mrs W. Gardiner.: [161, 92, 301, 117]
column-6: [758, 48, 904, 1623]
article-paragraph: The Show Ground was specially suitable this year and the attendance of the public good. In the cart horse classes Mr Gardiner was again to the front with the brood mare Helen M'Gregor, until recently well-known as the property of D. D. M'Gregor, from whose she was purchased by Mr Gardiner. Bred by the champion Cedric the Second, the colt was breeding good enough for anything, and we believe that he may be claimed to be the best colt of his age in the colony. Independent. Mr Mitchell's Present Times was first last year as a yearling, and would have occupied a similar position this year had there been no Rosell Reign. He is an exceptionally grand colt, of great scale and substance; but Second Reign is heavier, and draughts must have weight.: [161, 931, 301, 1074]
article-paragraph: Mr Gardiner's Glenluce, a powerful grey, was second last year, the Present Times, and the judges evidently had some difficulty in separating them to-day. Glenluce has great scale and beautiful symmetry, and the Present Times has fine quality and action, but lacks the colour took a point off him. The Present Times is a nice type of the true draught horse. In the yearling class there were some worthy of high commendation, and any one of them might have been proud to win in any show ring in New Zealand.: [161, 1075, 301, 1168]
article-paragraph: A ton of dirty rags is worth £10 to a rag dealer.: [467, 1249, 596, 1257]
ad-body: 'HECH, Woman! but that's grand Tea!' 'Deed aye, is it. There's nae tea like Hondy-Lasky Diamond Jubilee.': [761, 1026, 901, 1051]
article-paragraph: Cocksfoot, 1 entry—Nimmo and Blair 1.: [17, 918, 131, 926]
ad-japanese-screens: [761, 970, 901, 1019]
article-paragraph: Four bushels wheat (velvet), 1 entry—Land Company 1.: [11, 755, 151, 772]
